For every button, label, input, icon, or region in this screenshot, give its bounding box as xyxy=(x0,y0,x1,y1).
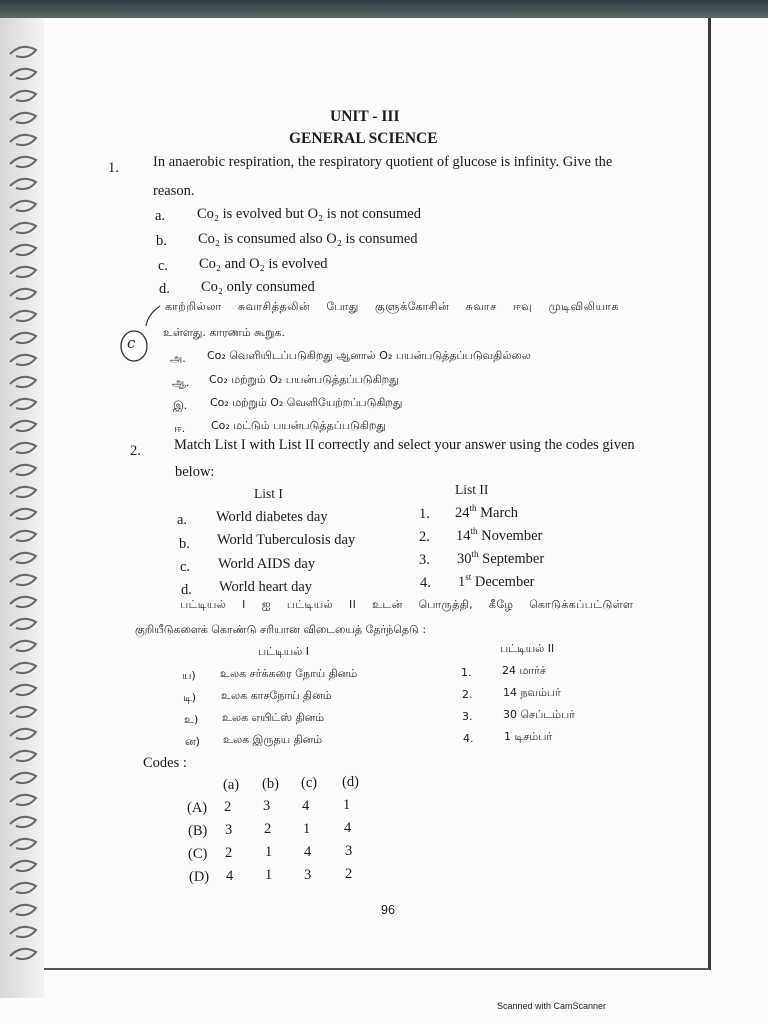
tamil-list1-item: உலக எயிட்ஸ் தினம் xyxy=(222,711,325,724)
spiral-ring xyxy=(6,216,40,238)
tamil-list1-header: பட்டியல் I xyxy=(258,645,309,658)
list2-item xyxy=(458,572,534,591)
q1-tamil-option-letter: ஆ. xyxy=(172,376,190,389)
code-cell: 2 xyxy=(345,866,353,882)
list2-num: 4. xyxy=(420,575,431,591)
list1-letter: a. xyxy=(177,512,188,528)
code-header: (a) xyxy=(223,777,240,793)
spiral-ring xyxy=(6,436,40,458)
code-cell: 3 xyxy=(225,822,233,838)
spiral-ring xyxy=(6,502,40,524)
code-cell: 2 xyxy=(224,799,232,815)
spiral-ring xyxy=(6,392,40,414)
code-cell: 4 xyxy=(302,798,310,814)
scan-top-edge xyxy=(0,0,768,18)
code-row-label: (D) xyxy=(189,869,210,885)
spiral-ring xyxy=(6,590,40,612)
tamil-list1-letter: உ) xyxy=(184,713,199,726)
code-cell: 3 xyxy=(304,867,312,883)
code-cell: 3 xyxy=(263,798,271,814)
list2-day: 24 xyxy=(455,504,470,521)
code-header: (b) xyxy=(262,776,279,792)
tamil-list2-item: 1 டிசம்பர் xyxy=(504,730,553,743)
spiral-ring xyxy=(6,172,40,194)
q1-tamil-option-text: Co₂ மற்றும் O₂ பயன்படுத்தப்படுகிறது xyxy=(209,373,399,386)
q1-tamil-option-letter: இ. xyxy=(173,399,188,412)
list2-item xyxy=(457,549,544,568)
tamil-list2-item: 30 செப்டம்பர் xyxy=(503,708,575,721)
q2-tamil-stem-line1: பட்டியல் I ஐ பட்டியல் II உடன் பொருத்தி, கீழே கொடுக்கப்பட்டுள்ள xyxy=(180,598,634,611)
list2-day-suffix: th xyxy=(469,503,477,513)
spiral-ring xyxy=(6,810,40,832)
q2-tamil-stem-line2: குறியீடுகளைக் கொண்டு சரியான விடையைத் தேர்ந்தெடு : xyxy=(135,623,427,636)
spiral-ring xyxy=(6,194,40,216)
list2-day: 30 xyxy=(457,550,472,567)
tamil-list2-item: 24 மார்ச் xyxy=(502,664,546,677)
code-cell: 1 xyxy=(343,797,351,813)
list1-item: World heart day xyxy=(219,579,313,595)
spiral-ring xyxy=(6,634,40,656)
spiral-ring xyxy=(6,106,40,128)
tamil-list2-header: பட்டியல் II xyxy=(500,642,555,655)
code-cell: 2 xyxy=(225,845,233,861)
list2-num: 3. xyxy=(419,552,430,568)
q1-option-letter: b. xyxy=(156,233,167,249)
q1-option-text: Co₂ and O₂ is evolved xyxy=(199,256,328,272)
spiral-ring xyxy=(6,568,40,590)
code-cell: 4 xyxy=(304,844,312,860)
codes-label: Codes : xyxy=(143,755,187,771)
list2-day-suffix: th xyxy=(470,526,478,536)
handwritten-answer-mark xyxy=(108,300,168,370)
q1-tamil-option-text: Co₂ மட்டும் பயன்படுத்தப்படுகிறது xyxy=(211,419,386,432)
spiral-ring xyxy=(6,480,40,502)
spiral-ring xyxy=(6,678,40,700)
spiral-ring xyxy=(6,832,40,854)
list1-letter: b. xyxy=(179,536,190,552)
code-cell: 4 xyxy=(344,820,352,836)
code-cell: 4 xyxy=(226,868,234,884)
list2-item xyxy=(456,526,542,545)
list2-day: 1 xyxy=(458,573,466,590)
list2-header: List II xyxy=(455,482,489,497)
q1-option-text: Co₂ only consumed xyxy=(201,279,315,295)
list1-letter: d. xyxy=(181,582,192,598)
list1-item: World Tuberculosis day xyxy=(217,532,356,548)
list1-item: World diabetes day xyxy=(216,509,328,525)
list2-num: 2. xyxy=(419,529,430,545)
unit-heading: UNIT - III xyxy=(330,108,400,125)
spiral-ring xyxy=(6,656,40,678)
spiral-ring xyxy=(6,700,40,722)
list2-month: September xyxy=(482,550,545,567)
tamil-list2-num: 3. xyxy=(462,710,473,723)
list1-item: World AIDS day xyxy=(218,556,316,572)
spiral-ring xyxy=(6,370,40,392)
list2-item xyxy=(455,503,518,522)
spiral-ring xyxy=(6,854,40,876)
spiral-ring xyxy=(6,546,40,568)
list2-month: March xyxy=(480,504,518,521)
spiral-ring xyxy=(6,898,40,920)
spiral-ring xyxy=(6,282,40,304)
spiral-ring xyxy=(6,458,40,480)
q1-number: 1. xyxy=(108,160,119,176)
spiral-ring xyxy=(6,62,40,84)
spiral-ring xyxy=(6,766,40,788)
tamil-list1-item: உலக சர்க்கரை நோய் தினம் xyxy=(220,667,358,680)
tamil-list1-letter: டி) xyxy=(183,691,197,704)
spiral-ring xyxy=(6,788,40,810)
q2-number: 2. xyxy=(130,443,141,459)
tamil-list2-item: 14 நவம்பர் xyxy=(503,686,561,699)
code-cell: 1 xyxy=(265,867,273,883)
code-row-label: (C) xyxy=(188,846,208,862)
code-cell: 3 xyxy=(345,843,353,859)
q1-stem-line2: reason. xyxy=(153,183,195,199)
spiral-ring xyxy=(6,150,40,172)
list1-letter: c. xyxy=(180,559,191,575)
code-cell: 1 xyxy=(265,844,273,860)
q1-option-text: Co₂ is consumed also O₂ is consumed xyxy=(198,231,418,247)
q1-tamil-stem-line2: உள்ளது. காரணம் கூறுக. xyxy=(163,326,285,339)
code-header: (c) xyxy=(301,775,318,791)
subject-heading: GENERAL SCIENCE xyxy=(289,130,438,147)
spiral-ring xyxy=(6,128,40,150)
tamil-list1-item: உலக காசநோய் தினம் xyxy=(221,689,332,702)
list2-month: December xyxy=(474,573,535,590)
q1-tamil-stem-line1: காற்றில்லா சுவாசித்தலின் போது குளுக்கோசின் சுவாச ஈவு முடிவிலியாக xyxy=(165,300,620,313)
tamil-list2-num: 2. xyxy=(462,688,473,701)
spiral-ring xyxy=(6,524,40,546)
code-row-label: (A) xyxy=(187,800,208,816)
q2-stem-line1: Match List I with List II correctly and select your answer using the codes given xyxy=(174,437,635,453)
spiral-ring xyxy=(6,260,40,282)
tamil-list2-num: 4. xyxy=(463,732,474,745)
q2-stem-line2: below: xyxy=(175,464,215,480)
scanner-watermark: Scanned with CamScanner xyxy=(497,1001,607,1011)
q1-tamil-option-text: Co₂ வெளியிடப்படுகிறது ஆனால் O₂ பயன்படுத்தப்படுவதில்லை xyxy=(207,349,531,362)
list2-day-suffix: st xyxy=(465,572,472,582)
list1-header: List I xyxy=(254,486,283,501)
code-header: (d) xyxy=(342,774,359,790)
spiral-ring xyxy=(6,326,40,348)
list2-num: 1. xyxy=(419,506,430,522)
tamil-list1-letter: ன) xyxy=(185,735,200,748)
spiral-ring xyxy=(6,414,40,436)
q1-option-letter: c. xyxy=(158,258,169,274)
q1-option-letter: a. xyxy=(155,208,166,224)
q1-option-letter: d. xyxy=(159,281,170,297)
code-cell: 2 xyxy=(264,821,272,837)
code-row-label: (B) xyxy=(188,823,208,839)
spiral-ring xyxy=(6,348,40,370)
tamil-list1-item: உலக இருதய தினம் xyxy=(223,733,323,746)
tamil-list1-letter: ய) xyxy=(182,669,196,682)
q1-option-text: Co₂ is evolved but O₂ is not consumed xyxy=(197,206,421,222)
q1-tamil-option-text: Co₂ மற்றும் O₂ வெளியேற்றப்படுகிறது xyxy=(210,396,403,409)
q1-tamil-option-letter: ஈ. xyxy=(174,422,186,435)
spiral-ring xyxy=(6,876,40,898)
handwritten-answer: c xyxy=(127,334,136,352)
spiral-ring xyxy=(6,722,40,744)
list2-day-suffix: th xyxy=(471,549,479,559)
spiral-ring xyxy=(6,942,40,964)
spiral-ring xyxy=(6,612,40,634)
spiral-ring xyxy=(6,744,40,766)
spiral-ring xyxy=(6,84,40,106)
list2-month: November xyxy=(481,527,543,544)
list2-day: 14 xyxy=(456,527,471,544)
spiral-ring xyxy=(6,40,40,62)
code-cell: 1 xyxy=(303,821,311,837)
tamil-list2-num: 1. xyxy=(461,666,472,679)
spiral-ring xyxy=(6,920,40,942)
spiral-ring xyxy=(6,238,40,260)
spiral-ring xyxy=(6,304,40,326)
page-number: 96 xyxy=(381,903,395,917)
q1-stem-line1: In anaerobic respiration, the respiratory quotient of glucose is infinity. Give the xyxy=(153,154,613,170)
q1-tamil-option-letter: அ. xyxy=(170,352,186,365)
